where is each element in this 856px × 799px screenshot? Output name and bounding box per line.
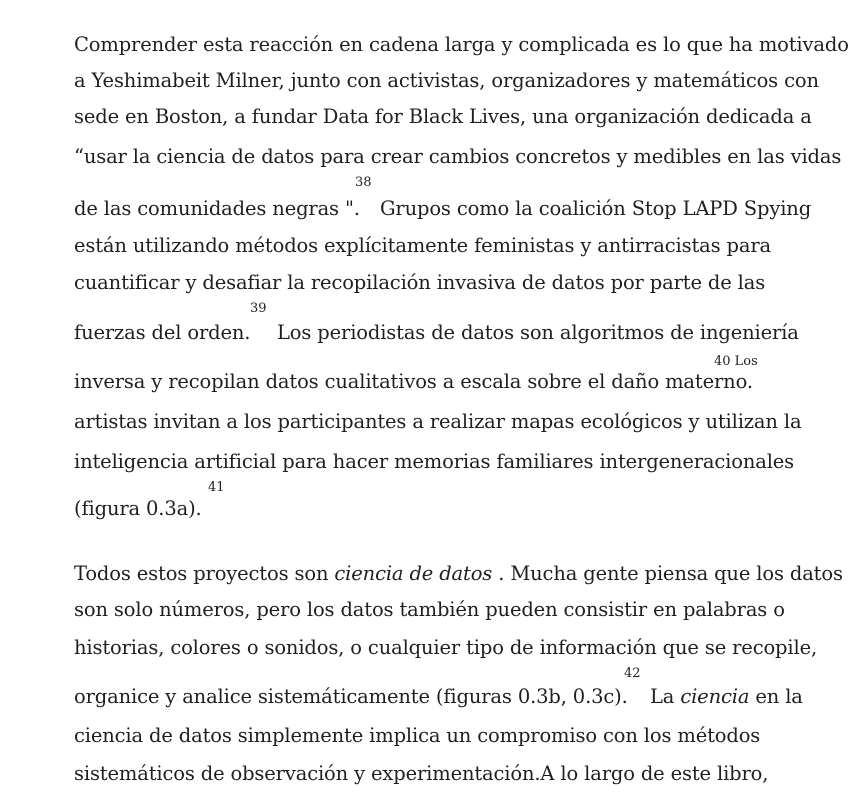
text-line: son solo números, pero los datos también pueden consistir en palabras o xyxy=(74,598,785,621)
footnote-marker-41: 41 xyxy=(208,480,225,495)
footnote-marker-39: 39 xyxy=(250,301,267,316)
text-span: . Mucha gente piensa que los datos xyxy=(492,562,843,585)
text-line xyxy=(650,685,803,709)
text-line: fuerzas del orden. xyxy=(74,321,251,344)
text-line: organice y analice sistemáticamente (figuras 0.3b, 0.3c). xyxy=(74,685,628,708)
text-line: cuantificar y desafiar la recopilación invasiva de datos por parte de las xyxy=(74,271,766,294)
text-span: en la xyxy=(749,685,803,708)
text-line: están utilizando métodos explícitamente feministas y antirracistas para xyxy=(74,234,771,257)
text-line: Comprender esta reacción en cadena larga y complicada es lo que ha motivado xyxy=(74,33,849,56)
text-line: ciencia de datos simplemente implica un compromiso con los métodos xyxy=(74,724,761,747)
text-line: (figura 0.3a). xyxy=(74,497,202,520)
text-line: Grupos como la coalición Stop LAPD Spying xyxy=(380,197,812,220)
text-line: Los periodistas de datos son algoritmos de ingeniería xyxy=(277,321,799,344)
text-line: inteligencia artificial para hacer memorias familiares intergeneracionales xyxy=(74,450,795,473)
text-span: La xyxy=(650,685,681,708)
emphasis-text: ciencia xyxy=(680,685,750,708)
text-line: artistas invitan a los participantes a realizar mapas ecológicos y utilizan la xyxy=(74,410,802,433)
text-line: a Yeshimabeit Milner, junto con activistas, organizadores y matemáticos con xyxy=(74,69,819,92)
footnote-marker-40: 40 Los xyxy=(714,354,758,369)
footnote-marker-42: 42 xyxy=(624,666,641,681)
text-line: sede en Boston, a fundar Data for Black Lives, una organización dedicada a xyxy=(74,105,812,128)
text-line: sistemáticos de observación y experimentación.A lo largo de este libro, xyxy=(74,762,769,785)
emphasis-text: ciencia de datos xyxy=(334,562,493,585)
text-line: inversa y recopilan datos cualitativos a escala sobre el daño materno. xyxy=(74,370,753,393)
footnote-marker-38: 38 xyxy=(355,175,372,190)
text-line: “usar la ciencia de datos para crear cambios concretos y medibles en las vidas xyxy=(74,145,842,168)
text-line: historias, colores o sonidos, o cualquier tipo de información que se recopile, xyxy=(74,636,818,659)
text-line xyxy=(74,562,843,586)
text-line: de las comunidades negras ". xyxy=(74,197,360,220)
text-span: Todos estos proyectos son xyxy=(74,562,335,585)
